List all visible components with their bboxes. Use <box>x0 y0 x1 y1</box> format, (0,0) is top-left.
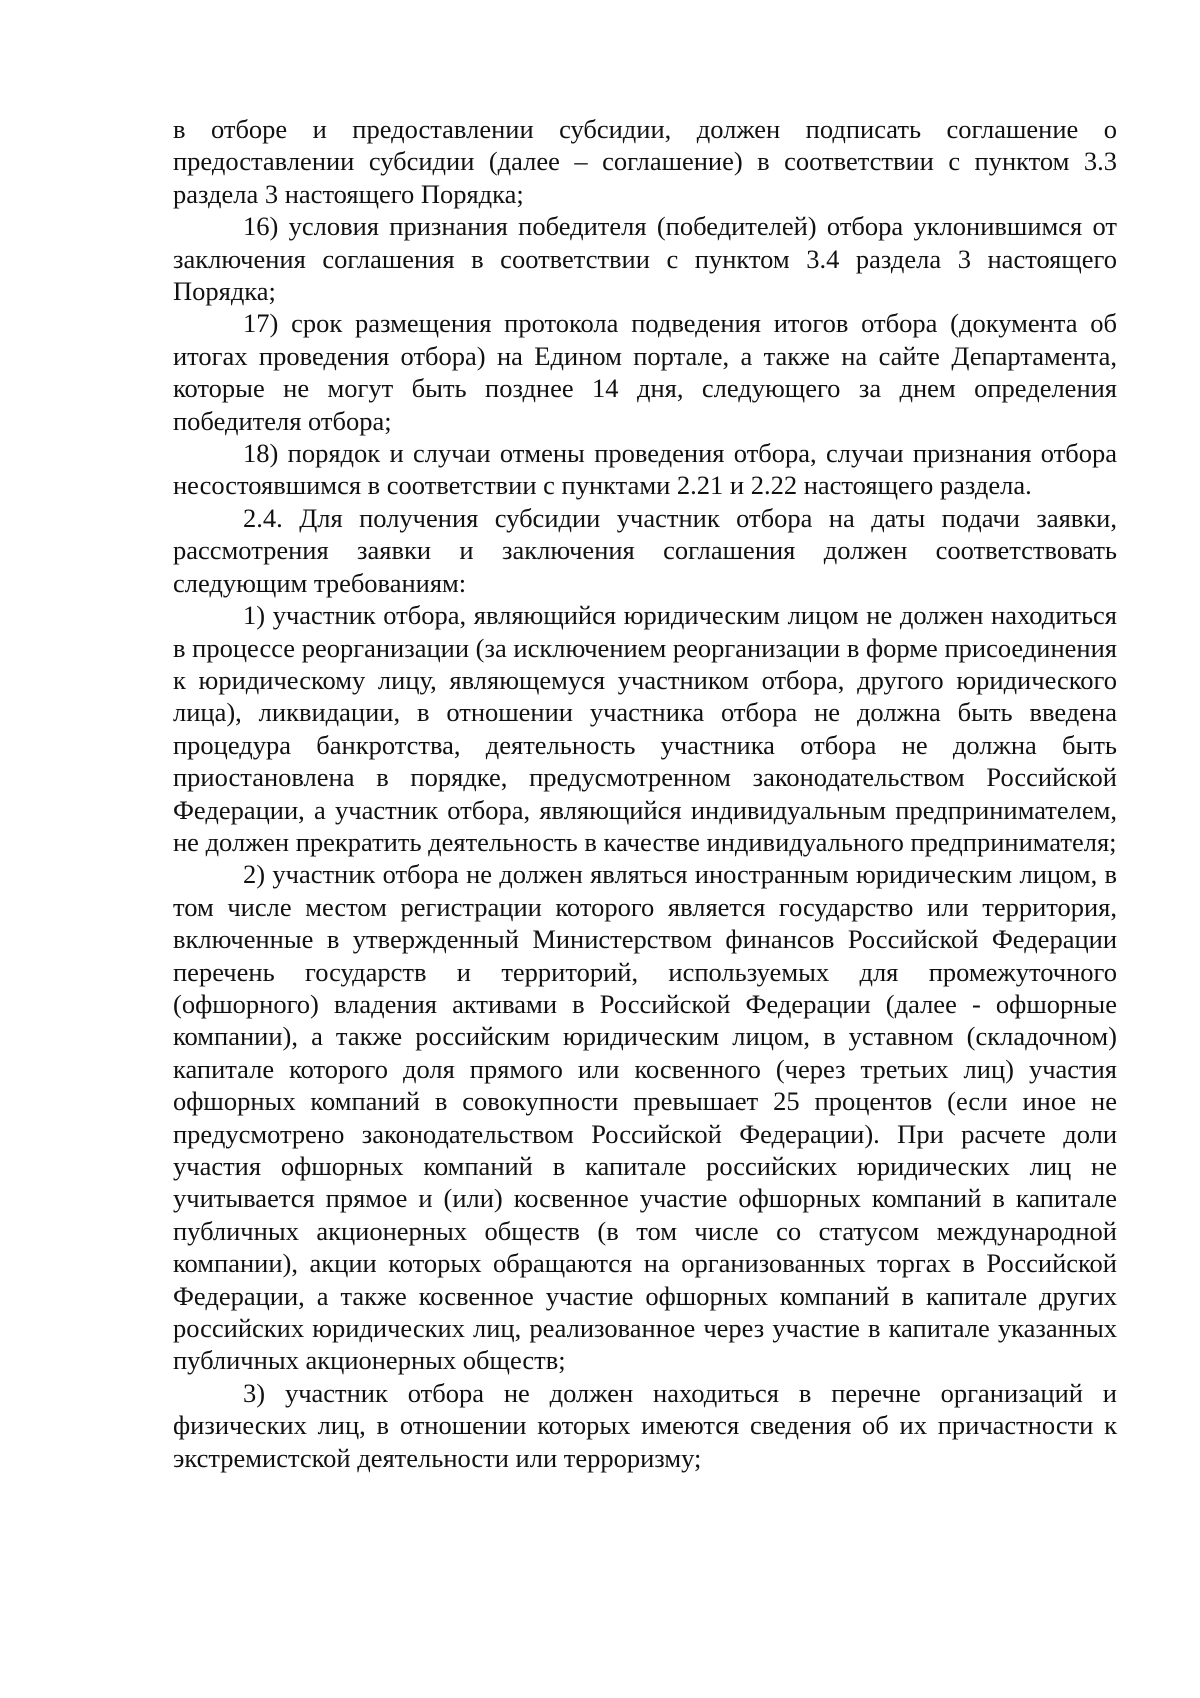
paragraph-requirement-3: 3) участник отбора не должен находиться в перечне организаций и физических лиц, в отношении которых имеются сведения об их причастности к экстремистской деятельности или терроризму; <box>173 1377 1117 1473</box>
paragraph-requirement-2: 2) участник отбора не должен являться иностранным юридическим лицом, в том числе местом регистрации которого является государство или территория, включенные в утвержденный Министерством финансов Российской Федерации перечень государств и территорий, используемых для промежуточного (офшорного) владения активами в Российской Федерации (далее - офшорные компании), а также российским юридическим лицом, в уставном (складочном) капитале которого доля прямого или косвенного (через третьих лиц) участия офшорных компаний в совокупности превышает 25 процентов (если иное не предусмотрено законодательством Российской Федерации). При расчете доли участия офшорных компаний в капитале российских юридических лиц не учитывается прямое и (или) косвенное участие офшорных компаний в капитале публичных акционерных обществ (в том числе со статусом международной компании), акции которых обращаются на организованных торгах в Российской Федерации, а также косвенное участие офшорных компаний в капитале других российских юридических лиц, реализованное через участие в капитале указанных публичных акционерных обществ; <box>173 859 1117 1376</box>
paragraph-item-17: 17) срок размещения протокола подведения итогов отбора (документа об итогах проведения отбора) на Едином портале, а также на сайте Департамента, которые не могут быть позднее 14 дня, следующего за днем определения победителя отбора; <box>173 308 1117 436</box>
document-page <box>173 113 1117 1474</box>
paragraph-item-18: 18) порядок и случаи отмены проведения отбора, случаи признания отбора несостоявшимся в соответствии с пунктами 2.21 и 2.22 настоящего раздела. <box>173 438 1117 501</box>
paragraph-section-2-4: 2.4. Для получения субсидии участник отбора на даты подачи заявки, рассмотрения заявки и заключения соглашения должен соответствовать следующим требованиям: <box>173 502 1117 598</box>
paragraph-item-16: 16) условия признания победителя (победителей) отбора уклонившимся от заключения соглашения в соответствии с пунктом 3.4 раздела 3 настоящего Порядка; <box>173 211 1117 307</box>
paragraph-continuation: в отборе и предоставлении субсидии, должен подписать соглашение о предоставлении субсидии (далее – соглашение) в соответствии с пунктом 3.3 раздела 3 настоящего Порядка; <box>173 114 1117 209</box>
paragraph-requirement-1: 1) участник отбора, являющийся юридическим лицом не должен находиться в процессе реорганизации (за исключением реорганизации в форме присоединения к юридическому лицу, являющемуся участником отбора, другого юридического лица), ликвидации, в отношении участника отбора не должна быть введена процедура банкротства, деятельность участника отбора не должна быть приостановлена в порядке, предусмотренном законодательством Российской Федерации, а участник отбора, являющийся индивидуальным предпринимателем, не должен прекратить деятельность в качестве индивидуального предпринимателя; <box>173 600 1117 857</box>
